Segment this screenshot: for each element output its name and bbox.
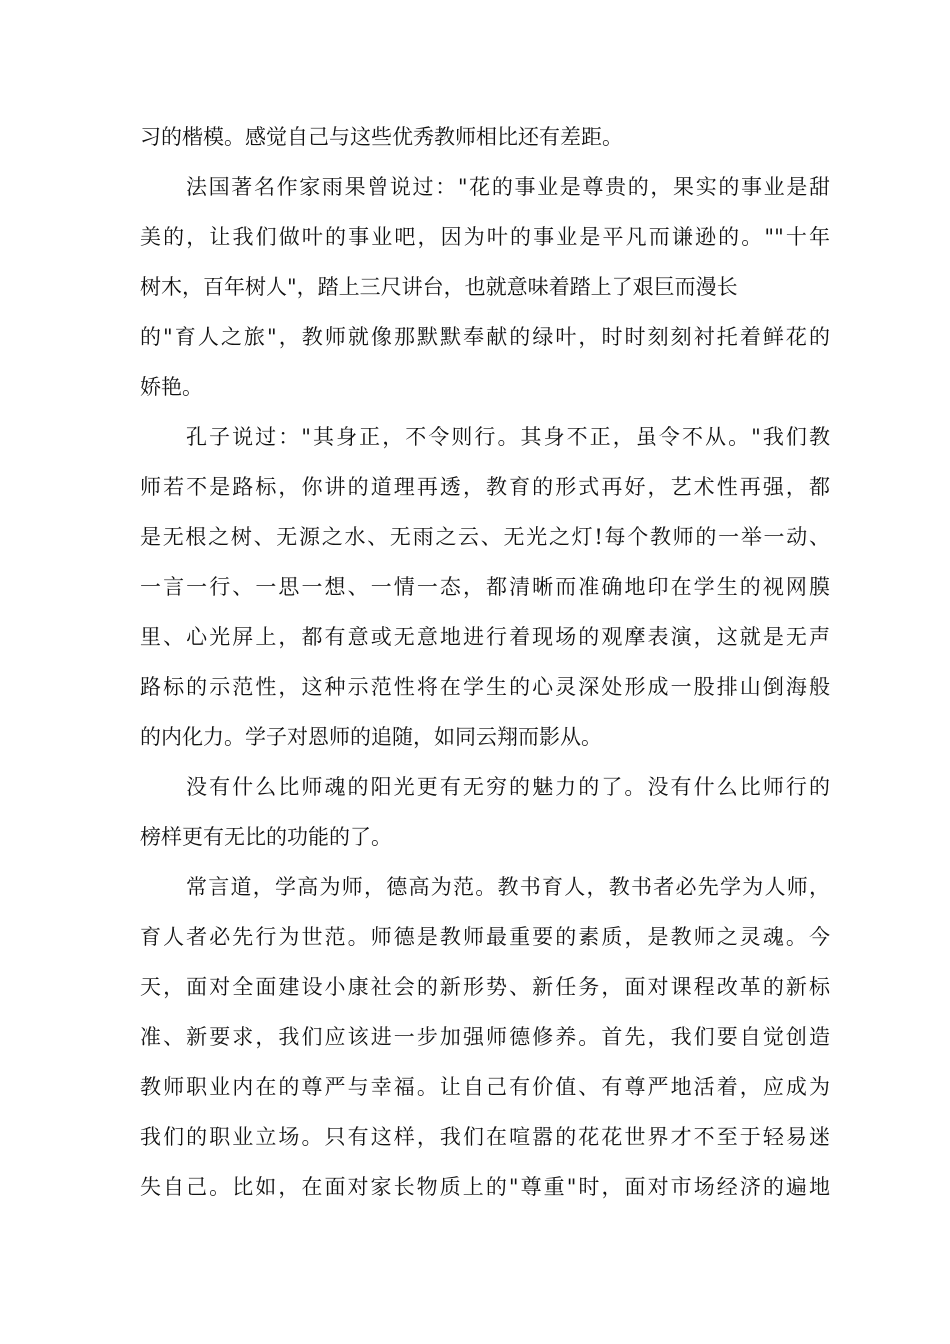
paragraph-start-line: 法国著名作家雨果曾说过："花的事业是尊贵的，果实的事业是甜 xyxy=(186,175,830,199)
text-line: 是无根之树、无源之水、无雨之云、无光之灯!每个教师的一举一动、 xyxy=(140,525,830,549)
text-line: 教师职业内在的尊严与幸福。让自己有价值、有尊严地活着，应成为 xyxy=(140,1075,830,1099)
text-line: 里、心光屏上，都有意或无意地进行着现场的观摩表演，这就是无声 xyxy=(140,625,830,649)
text-line: 师若不是路标，你讲的道理再透，教育的形式再好，艺术性再强，都 xyxy=(140,475,830,499)
text-line: 育人者必先行为世范。师德是教师最重要的素质，是教师之灵魂。今 xyxy=(140,925,830,949)
text-line: 娇艳。 xyxy=(140,375,203,399)
text-line: 美的，让我们做叶的事业吧，因为叶的事业是平凡而谦逊的。""十年 xyxy=(140,225,830,249)
paragraph-start-line: 孔子说过："其身正，不令则行。其身不正，虽令不从。"我们教 xyxy=(186,425,830,449)
text-line: 一言一行、一思一想、一情一态，都清晰而准确地印在学生的视网膜 xyxy=(140,575,830,599)
text-line: 准、新要求，我们应该进一步加强师德修养。首先，我们要自觉创造 xyxy=(140,1025,830,1049)
text-line: 失自己。比如，在面对家长物质上的"尊重"时，面对市场经济的遍地 xyxy=(140,1175,830,1199)
paragraph-start-line: 没有什么比师魂的阳光更有无穷的魅力的了。没有什么比师行的 xyxy=(186,775,830,799)
paragraph-start-line: 常言道，学高为师，德高为范。教书育人，教书者必先学为人师， xyxy=(186,875,830,899)
text-line: 的"育人之旅"，教师就像那默默奉献的绿叶，时时刻刻衬托着鲜花的 xyxy=(140,325,830,349)
text-line: 的内化力。学子对恩师的追随，如同云翔而影从。 xyxy=(140,725,602,749)
text-line: 路标的示范性，这种示范性将在学生的心灵深处形成一股排山倒海般 xyxy=(140,675,830,699)
text-line: 榜样更有无比的功能的了。 xyxy=(140,825,392,849)
text-line: 我们的职业立场。只有这样，我们在喧嚣的花花世界才不至于轻易迷 xyxy=(140,1125,830,1149)
text-line: 天，面对全面建设小康社会的新形势、新任务，面对课程改革的新标 xyxy=(140,975,830,999)
body-text xyxy=(140,112,830,1212)
text-line: 习的楷模。感觉自己与这些优秀教师相比还有差距。 xyxy=(140,125,623,149)
text-line: 树木，百年树人"，踏上三尺讲台，也就意味着踏上了艰巨而漫长 xyxy=(140,275,738,299)
